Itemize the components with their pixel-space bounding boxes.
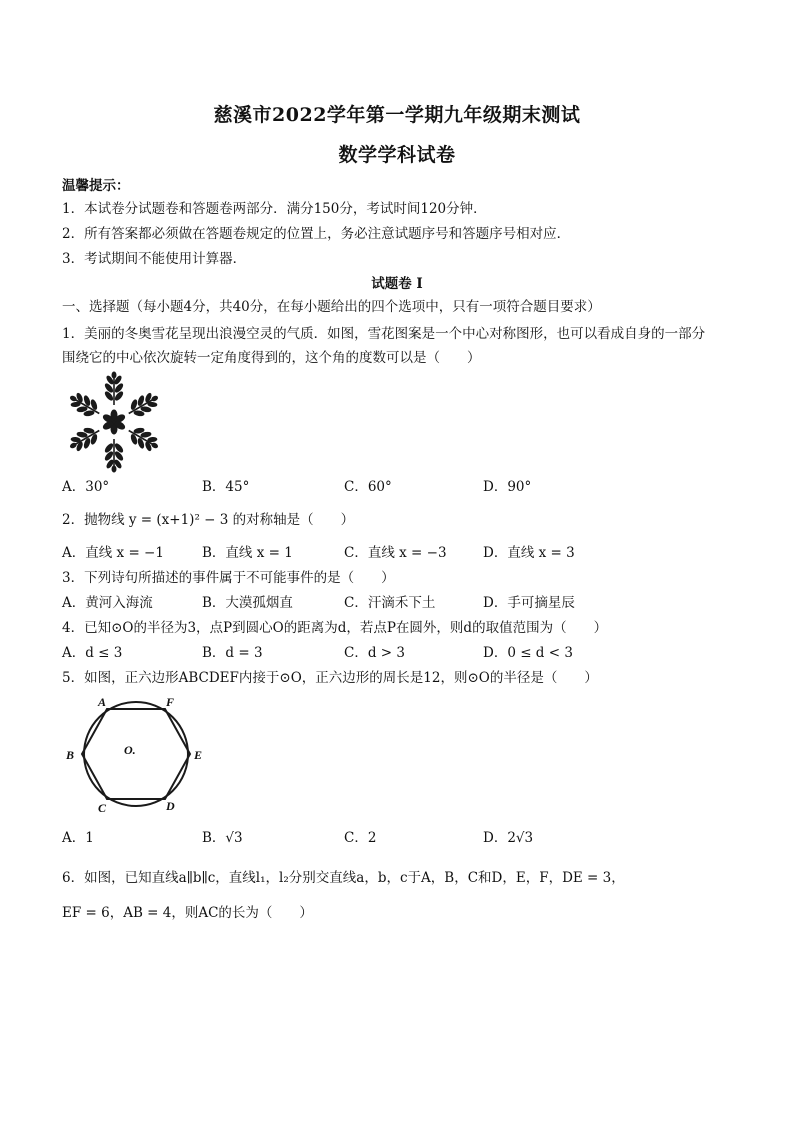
question-1-text: 围绕它的中心依次旋转一定角度得到的，这个角的度数可以是（ ）	[62, 350, 481, 366]
tip-item: 2．所有答案都必须做在答题卷规定的位置上，务必注意试题序号和答题序号相对应．	[62, 226, 571, 242]
tip-item: 1．本试卷分试题卷和答题卷两部分．满分150分，考试时间120分钟．	[62, 201, 487, 217]
option-c: C．d > 3	[344, 645, 405, 661]
hexagon-abcdef	[82, 709, 190, 799]
hexagon-circle-figure	[62, 692, 212, 816]
question-1-text: 1．美丽的冬奥雪花呈现出浪漫空灵的气质．如图，雪花图案是一个中心对称图形，也可以看成自身的一部分	[62, 326, 706, 342]
option-b: B．√3	[202, 830, 243, 846]
option-b: B．直线 x = 1	[202, 545, 293, 561]
question-6-text: 6．如图，已知直线a∥b∥c，直线l₁，l₂分别交直线a，b，c于A，B，C和D，E，F，DE = 3，	[62, 870, 625, 886]
question-2-text: 2．抛物线 y = (x+1)² − 3 的对称轴是（ ）	[62, 512, 355, 528]
option-b: B．45°	[202, 479, 250, 495]
option-a: A．30°	[62, 479, 110, 495]
label-f: F	[166, 695, 175, 709]
label-o: O.	[124, 743, 136, 757]
option-a: A．d ≤ 3	[62, 645, 123, 661]
option-d: D．2√3	[483, 830, 534, 846]
option-a: A．黄河入海流	[62, 595, 153, 611]
question-4-text: 4．已知⊙O的半径为3，点P到圆心O的距离为d，若点P在圆外，则d的取值范围为（ ）	[62, 620, 608, 636]
option-c: C．60°	[344, 479, 392, 495]
label-d: D	[166, 799, 175, 813]
exam-subtitle: 数学学科试卷	[338, 144, 456, 166]
tips-heading: 温馨提示：	[62, 178, 130, 194]
label-c: C	[98, 801, 107, 815]
label-e: E	[194, 748, 203, 762]
option-d: D．0 ≤ d < 3	[483, 645, 573, 661]
section-instruction: 一、选择题（每小题4分，共40分，在每小题给出的四个选项中，只有一项符合题目要求）	[62, 299, 601, 315]
exam-title: 慈溪市2022学年第一学期九年级期末测试	[213, 104, 581, 126]
option-a: A．直线 x = −1	[62, 545, 164, 561]
label-b: B	[66, 748, 75, 762]
snowflake-center	[102, 410, 126, 434]
tip-item: 3．考试期间不能使用计算器．	[62, 251, 247, 267]
question-5-text: 5．如图，正六边形ABCDEF内接于⊙O，正六边形的周长是12，则⊙O的半径是（ ）	[62, 670, 598, 686]
option-d: D．90°	[483, 479, 532, 495]
option-d: D．手可摘星辰	[483, 595, 575, 611]
option-b: B．大漠孤烟直	[202, 595, 293, 611]
option-d: D．直线 x = 3	[483, 545, 575, 561]
option-c: C．直线 x = −3	[344, 545, 447, 561]
option-c: C．2	[344, 830, 377, 846]
section-label: 试题卷 I	[371, 276, 423, 292]
option-b: B．d = 3	[202, 645, 263, 661]
circle-o	[84, 702, 188, 806]
option-a: A．1	[62, 830, 94, 846]
question-6-text: EF = 6，AB = 4，则AC的长为（ ）	[62, 905, 313, 921]
question-3-text: 3．下列诗句所描述的事件属于不可能事件的是（ ）	[62, 570, 395, 586]
snowflake-figure	[66, 372, 162, 472]
label-a: A	[98, 695, 107, 709]
option-c: C．汗滴禾下土	[344, 595, 436, 611]
